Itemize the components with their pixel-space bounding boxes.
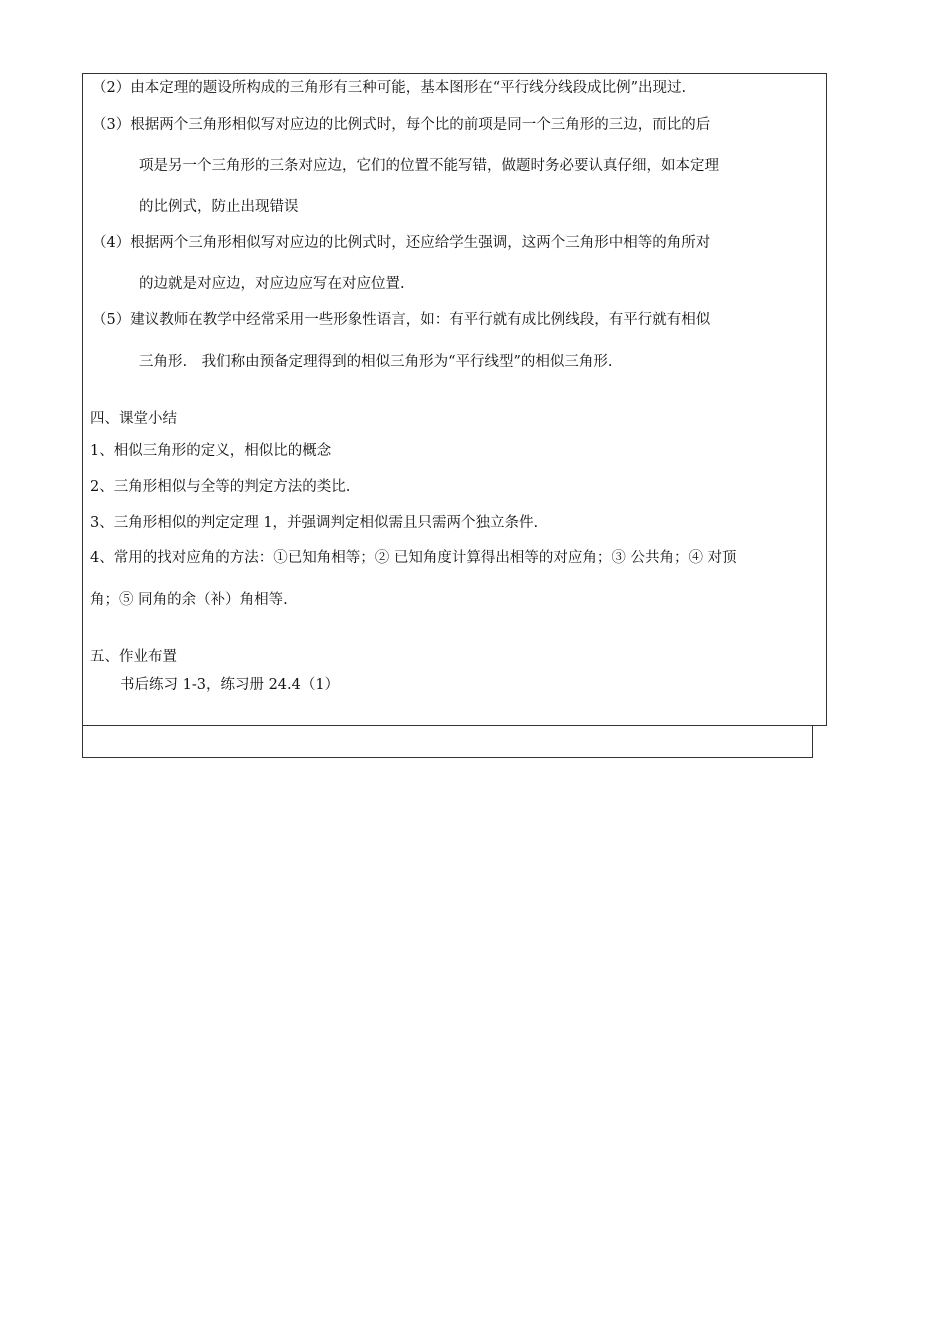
note-5-line-1: （5）建议教师在教学中经常采用一些形象性语言，如：有平行就有成比例线段，有平行就有相似 (92, 312, 711, 328)
summary-item-4-line-1: 4、常用的找对应角的方法：①已知角相等；② 已知角度计算得出相等的对应角；③ 公共角；④ 对顶 (90, 550, 737, 566)
note-3-line-1: （3）根据两个三角形相似写对应边的比例式时，每个比的前项是同一个三角形的三边，而比的后 (92, 117, 711, 133)
note-2: （2）由本定理的题设所构成的三角形有三种可能，基本图形在“平行线分线段成比例”出现过. (92, 80, 687, 96)
note-5-line-2: 三角形. 我们称由预备定理得到的相似三角形为“平行线型”的相似三角形. (139, 354, 613, 370)
summary-item-1: 1、相似三角形的定义，相似比的概念 (90, 443, 332, 459)
empty-table-row (82, 726, 813, 758)
note-3-line-2: 项是另一个三角形的三条对应边，它们的位置不能写错，做题时务必要认真仔细，如本定理 (139, 158, 719, 174)
note-4-line-1: （4）根据两个三角形相似写对应边的比例式时，还应给学生强调，这两个三角形中相等的角所对 (92, 235, 711, 251)
homework-content: 书后练习 1-3，练习册 24.4（1） (120, 677, 340, 693)
summary-item-4-line-2: 角；⑤ 同角的余（补）角相等. (90, 592, 288, 608)
homework-heading: 五、作业布置 (90, 649, 177, 665)
summary-heading: 四、课堂小结 (90, 411, 177, 427)
note-4-line-2: 的边就是对应边，对应边应写在对应位置. (139, 276, 405, 292)
note-3-line-3: 的比例式，防止出现错误 (139, 199, 299, 215)
summary-item-2: 2、三角形相似与全等的判定方法的类比. (90, 479, 351, 495)
summary-item-3: 3、三角形相似的判定定理 1，并强调判定相似需且只需两个独立条件. (90, 515, 539, 531)
